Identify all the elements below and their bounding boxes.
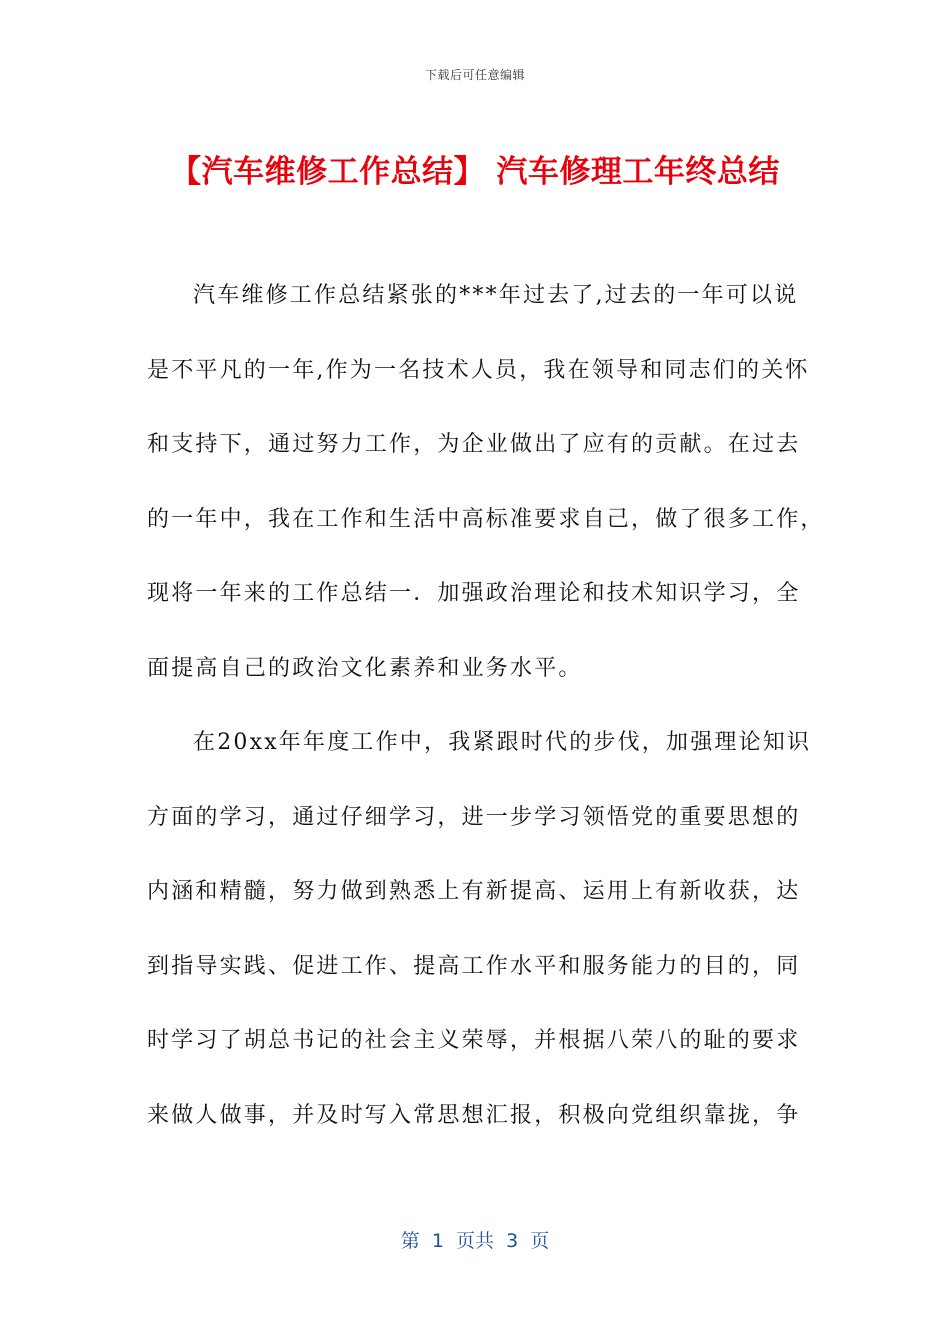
body-line: 到指导实践、促进工作、提高工作水平和服务能力的目的，同 (147, 953, 801, 979)
body-line: 面提高自己的政治文化素养和业务水平。 (147, 655, 583, 681)
body-line: 时学习了胡总书记的社会主义荣辱，并根据八荣八的耻的要求 (147, 1028, 801, 1053)
page-number-footer: 第 1 页共 3 页 (400, 1230, 550, 1252)
document-body (147, 276, 825, 1170)
body-line: 是不平凡的一年,作为一名技术人员，我在领导和同志们的关怀 (147, 357, 810, 383)
body-line: 现将一年来的工作总结一．加强政治理论和技术知识学习，全 (147, 581, 801, 606)
body-line: 内涵和精髓，努力做到熟悉上有新提高、运用上有新收获，达 (147, 879, 801, 904)
body-line: 来做人做事，并及时写入常思想汇报，积极向党组织靠拢，争 (147, 1102, 801, 1128)
header-note: 下载后可任意编辑 (424, 68, 525, 82)
body-line: 方面的学习，通过仔细学习，进一步学习领悟党的重要思想的 (147, 804, 801, 830)
body-line: 汽车维修工作总结紧张的***年过去了,过去的一年可以说 (193, 283, 799, 308)
body-line: 和支持下，通过努力工作，为企业做出了应有的贡献。在过去 (147, 432, 801, 457)
body-line: 的一年中，我在工作和生活中高标准要求自己，做了很多工作， (147, 506, 825, 532)
document-title: 【汽车维修工作总结】 汽车修理工年终总结 (170, 154, 780, 190)
body-line: 在20xx年年度工作中，我紧跟时代的步伐，加强理论知识 (193, 730, 812, 755)
